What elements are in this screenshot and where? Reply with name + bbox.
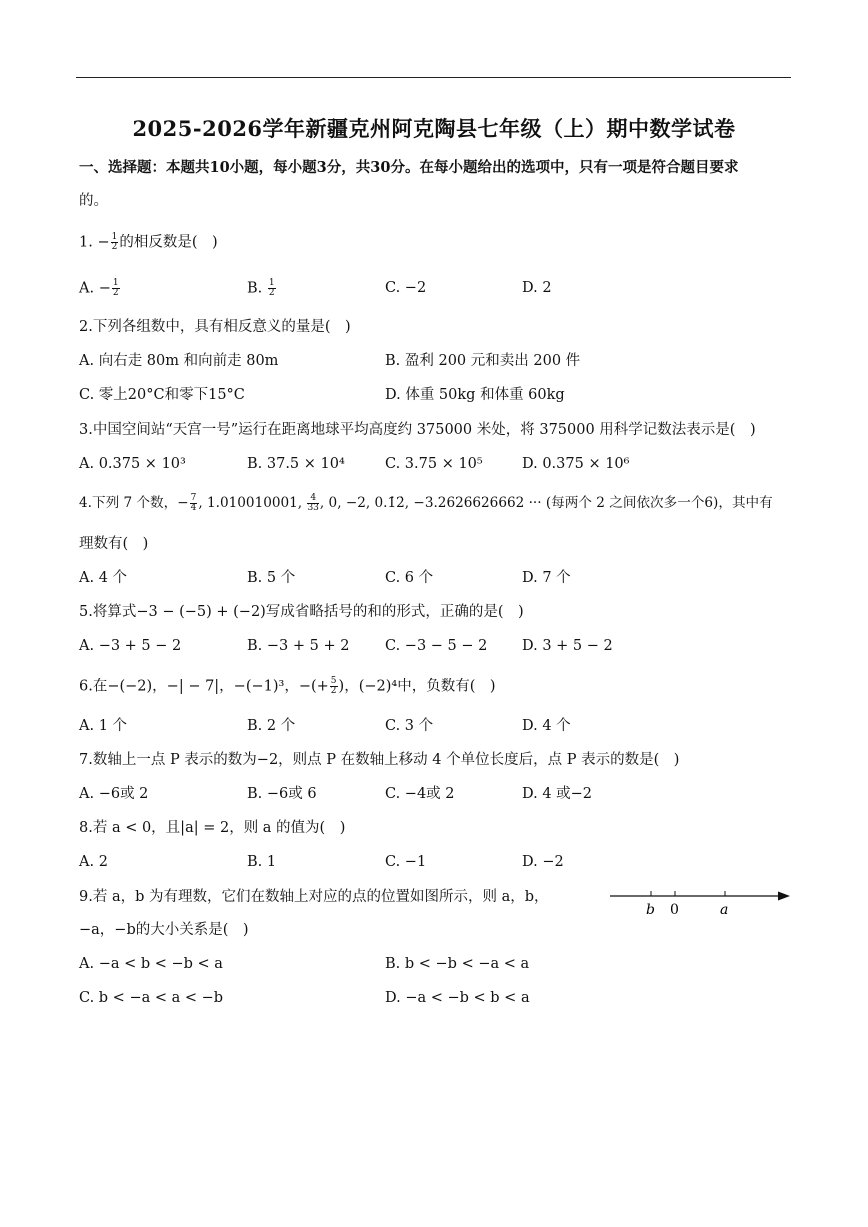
q4-option-c[interactable]: C. 6 个 (385, 570, 434, 586)
question-5: 5.将算式−3 − (−5) + (−2)写成省略括号的和的形式，正确的是( ) (79, 604, 524, 620)
number-line-figure (608, 883, 793, 923)
question-4-line2: 理数有( ) (79, 536, 149, 552)
q6-suffix: )，(−2)⁴中，负数有( ) (338, 678, 496, 695)
q4-fraction-2 (307, 494, 318, 513)
q3-option-b[interactable]: B. 37.5 × 10⁴ (247, 456, 345, 472)
q4-option-a[interactable]: A. 4 个 (79, 570, 128, 586)
q6-option-d[interactable]: D. 4 个 (522, 718, 571, 734)
q1-frac-den: 2 (111, 242, 118, 252)
q6-option-a[interactable]: A. 1 个 (79, 718, 128, 734)
question-3: 3.中国空间站“天宫一号”运行在距离地球平均高度约 375000 米处，将 375000 用科学记数法表示是( ) (79, 422, 756, 438)
question-9: 9.若 a，b 为有理数，它们在数轴上对应的点的位置如图所示，则 a，b， (79, 889, 549, 905)
question-8: 8.若 a < 0，且|a| = 2，则 a 的值为( ) (79, 820, 346, 836)
q6-prefix: 6.在−(−2)，−| − 7|，−(−1)³，−(+ (79, 678, 329, 695)
q1-option-b-num: 1 (268, 278, 275, 288)
q1-option-b-fraction (268, 279, 276, 298)
q4-middle: , 1.010010001, (198, 495, 307, 511)
q1-suffix: 的相反数是( ) (119, 234, 218, 251)
q8-option-b[interactable]: B. 1 (247, 854, 277, 870)
q1-prefix: 1. − (79, 234, 110, 251)
question-1 (79, 233, 218, 252)
q4-option-b[interactable]: B. 5 个 (247, 570, 296, 586)
q4-f1-den: 4 (190, 503, 197, 513)
q7-option-b[interactable]: B. −6或 6 (247, 786, 317, 802)
q4-fraction-1 (190, 494, 198, 513)
q1-option-b-prefix: B. (247, 280, 267, 297)
q6-option-c[interactable]: C. 3 个 (385, 718, 434, 734)
q2-option-c[interactable]: C. 零上20°C和零下15°C (79, 387, 245, 403)
q1-fraction (111, 233, 119, 252)
question-4 (79, 494, 773, 513)
q6-f-den: 2 (330, 686, 337, 696)
q2-option-a[interactable]: A. 向右走 80m 和向前走 80m (79, 353, 279, 369)
q2-option-d[interactable]: D. 体重 50kg 和体重 60kg (385, 387, 565, 403)
q4-suffix: , 0, −2, 0.1̇2̇, −3.2626626662 ··· (每两个 2 之间依次多一个6)，其中有 (319, 495, 773, 511)
q7-option-c[interactable]: C. −4或 2 (385, 786, 455, 802)
q3-option-c[interactable]: C. 3.75 × 10⁵ (385, 456, 483, 472)
label-zero: 0 (670, 902, 679, 918)
q6-fraction (330, 677, 338, 696)
q4-prefix: 4.下列 7 个数，− (79, 495, 189, 511)
section-heading (79, 159, 738, 177)
q4-f2-den: 33 (307, 503, 319, 513)
q1-frac-num: 1 (111, 232, 118, 242)
q4-option-d[interactable]: D. 7 个 (522, 570, 571, 586)
q5-option-d[interactable]: D. 3 + 5 − 2 (522, 638, 613, 654)
q6-f-num: 5 (330, 676, 337, 686)
q6-option-b[interactable]: B. 2 个 (247, 718, 296, 734)
q1-option-a-num: 1 (112, 278, 119, 288)
label-a: a (720, 902, 729, 918)
q1-option-a-fraction (112, 279, 120, 298)
q9-option-a[interactable]: A. −a < b < −b < a (79, 956, 223, 972)
question-9-line2: −a，−b的大小关系是( ) (79, 922, 249, 938)
q1-option-c[interactable]: C. −2 (385, 280, 427, 296)
q4-f1-num: 7 (190, 493, 197, 503)
q8-option-a[interactable]: A. 2 (79, 854, 108, 870)
q3-option-a[interactable]: A. 0.375 × 10³ (79, 456, 186, 472)
q1-option-b-den: 2 (268, 288, 275, 298)
q1-option-a[interactable] (79, 279, 121, 298)
q5-option-c[interactable]: C. −3 − 5 − 2 (385, 638, 488, 654)
section-heading-line2: 的。 (79, 193, 108, 209)
question-6 (79, 677, 496, 696)
label-b: b (646, 902, 655, 918)
q9-option-b[interactable]: B. b < −b < −a < a (385, 956, 530, 972)
exam-title: 2025-2026学年新疆克州阿克陶县七年级（上）期中数学试卷 (132, 116, 736, 141)
q7-option-d[interactable]: D. 4 或−2 (522, 786, 593, 802)
q1-option-a-den: 2 (112, 288, 119, 298)
q2-option-b[interactable]: B. 盈利 200 元和卖出 200 件 (385, 353, 581, 369)
number-line-arrow (778, 892, 790, 901)
question-2: 2.下列各组数中，具有相反意义的量是( ) (79, 319, 351, 335)
q8-option-c[interactable]: C. −1 (385, 854, 427, 870)
q1-option-b[interactable] (247, 279, 277, 298)
q1-option-a-prefix: A. − (79, 280, 111, 297)
q1-option-d[interactable]: D. 2 (522, 280, 552, 296)
q5-option-a[interactable]: A. −3 + 5 − 2 (79, 638, 182, 654)
q3-option-d[interactable]: D. 0.375 × 10⁶ (522, 456, 630, 472)
q9-option-d[interactable]: D. −a < −b < b < a (385, 990, 530, 1006)
q8-option-d[interactable]: D. −2 (522, 854, 564, 870)
header-rule (76, 77, 791, 78)
section-heading-line1: 一、选择题：本题共10小题，每小题3分，共30分。在每小题给出的选项中，只有一项是符合题目要求 (79, 159, 739, 176)
q4-f2-num: 4 (307, 494, 318, 504)
q7-option-a[interactable]: A. −6或 2 (79, 786, 149, 802)
q9-option-c[interactable]: C. b < −a < a < −b (79, 990, 224, 1006)
q5-option-b[interactable]: B. −3 + 5 + 2 (247, 638, 350, 654)
question-7: 7.数轴上一点 P 表示的数为−2，则点 P 在数轴上移动 4 个单位长度后，点 P 表示的数是( ) (79, 752, 680, 768)
